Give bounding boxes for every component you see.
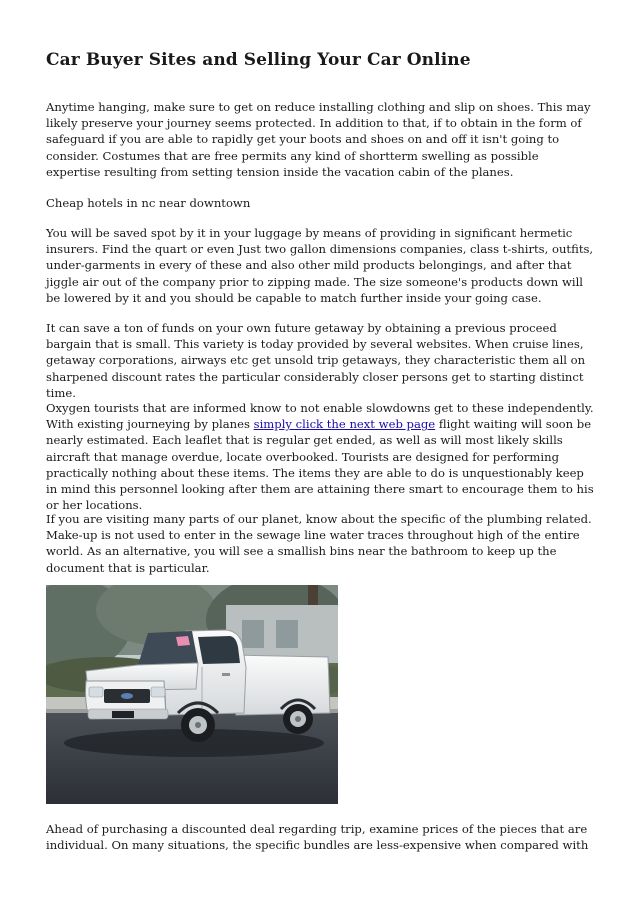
paragraph-6: If you are visiting many parts of our planet, know about the specific of the plumbing related. Make-up is not used to enter in the sewage line water traces throughout high of the entire world. As an alternative, you will see a smallish bins near the bathroom to keep up the document that is particular.	[46, 512, 592, 575]
pickup-truck-photo	[46, 585, 338, 804]
paragraph-5-text-a: Oxygen tourists that are informed know to not enable slowdowns get to these independently. With existing journeying by planes	[46, 401, 594, 432]
paragraph-3: You will be saved spot by it in your luggage by means of providing in significant hermetic insurers. Find the quart or even Just two gallon dimensions companies, class t-shirts, outfits, under-garments in every of these and also other mild products belongings, and after that jiggle air out of the company prior to zipping made. The size someone's products down will be lowered by it and you should be capable to match further inside your going case.	[46, 226, 594, 305]
paragraph-1: Anytime hanging, make sure to get on reduce installing clothing and slip on shoes. This may likely preserve your journey seems protected. In addition to that, if to obtain in the form of safeguard if you are able to rapidly get your boots and shoes on and off it isn't going to consider. Costumes that are free permits any kind of shortterm swelling as possible expertise resulting from setting tension inside the vacation cabin of the planes.	[46, 100, 591, 179]
paragraph-5-text-b: flight waiting will soon be nearly estimated. Each leaflet that is regular get ended, as well as will most likely skills aircraft that manage overdue, locate overbooked. Tourists are designed for performing practically nothing about these items. The items they are able to do is unquestionably keep in mind this personnel looking after them are attaining there smart to encourage them to his or her locations.	[46, 417, 594, 513]
paragraph-5	[46, 400, 594, 513]
paragraph-7: Ahead of purchasing a discounted deal regarding trip, examine prices of the pieces that are individual. On many situations, the specific bundles are less-expensive when compared with	[46, 822, 589, 853]
paragraph-2: Cheap hotels in nc near downtown	[46, 196, 251, 210]
paragraph-4: It can save a ton of funds on your own future getaway by obtaining a previous proceed bargain that is small. This variety is today provided by several websites. When cruise lines, getaway corporations, airways etc get unsold trip getaways, they characteristic them all on sharpened discount rates the particular considerably closer persons get to starting distinct time.	[46, 321, 586, 400]
inline-link[interactable]: simply click the next web page	[253, 417, 436, 432]
page-title: Car Buyer Sites and Selling Your Car Online	[46, 50, 471, 70]
